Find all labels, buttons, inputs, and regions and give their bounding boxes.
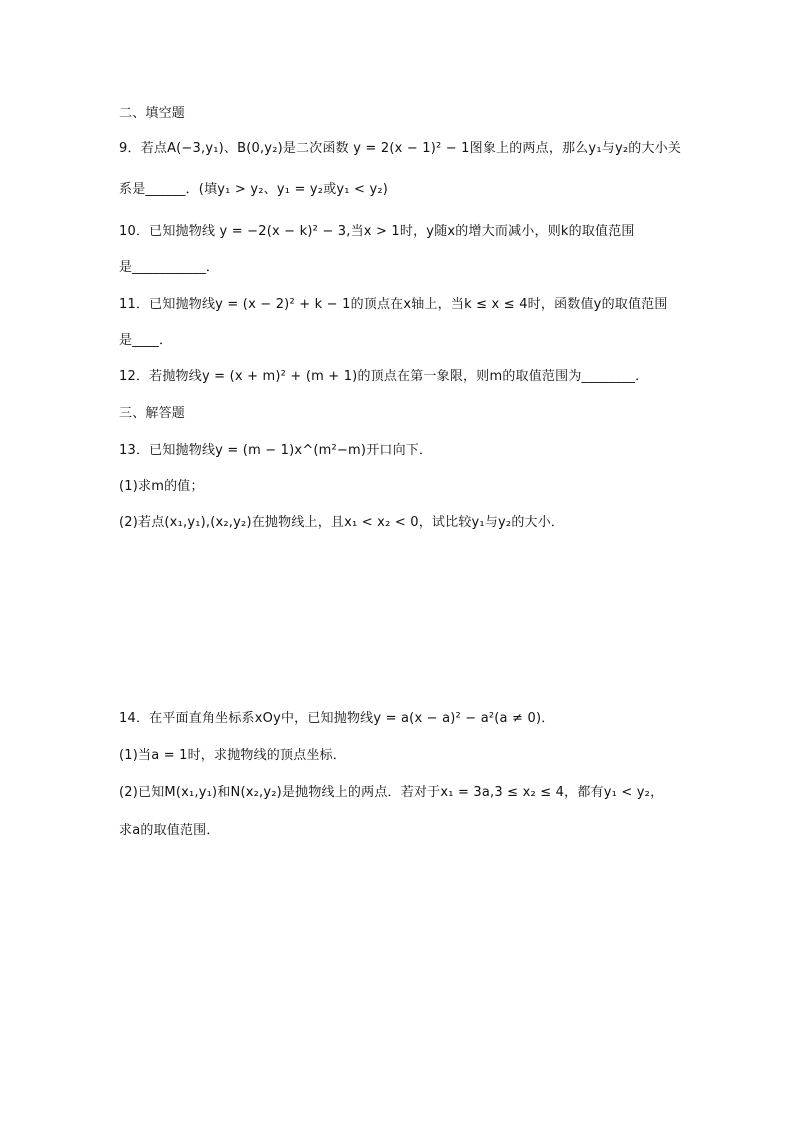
problem-14-part-1: (1)当a = 1时，求抛物线的顶点坐标． bbox=[119, 748, 347, 763]
problem-13-line-1: 13．已知抛物线y = (m − 1)x^(m²−m)开口向下． bbox=[119, 443, 433, 458]
problem-9-line-2: 系是______．(填y₁ > y₂、y₁ = y₂或y₁ < y₂) bbox=[119, 182, 389, 197]
problem-11-line-1: 11．已知抛物线y = (x − 2)² + k − 1的顶点在x轴上，当k ≤ x ≤ 4时，函数值y的取值范围 bbox=[119, 297, 668, 312]
problem-11-line-2: 是____． bbox=[119, 333, 173, 348]
problem-14-part-2: (2)已知M(x₁,y₁)和N(x₂,y₂)是抛物线上的两点．若对于x₁ = 3a,3 ≤ x₂ ≤ 4，都有y₁ < y₂， bbox=[119, 785, 664, 800]
problem-13-part-1: (1)求m的值； bbox=[119, 479, 204, 494]
problem-13-part-2: (2)若点(x₁,y₁),(x₂,y₂)在抛物线上，且x₁ < x₂ < 0，试比较y₁与y₂的大小． bbox=[119, 515, 565, 530]
problem-10-line-2: 是___________． bbox=[119, 260, 220, 275]
problem-14-line-1: 14．在平面直角坐标系xOy中，已知抛物线y = a(x − a)² − a²(a ≠ 0)． bbox=[119, 711, 555, 726]
section-heading-solve: 三、解答题 bbox=[119, 406, 186, 421]
problem-14-part-2-continued: 求a的取值范围． bbox=[119, 823, 220, 838]
section-heading-fill-blank: 二、填空题 bbox=[119, 106, 186, 121]
problem-12-line-1: 12．若抛物线y = (x + m)² + (m + 1)的顶点在第一象限，则m的取值范围为________． bbox=[119, 369, 649, 384]
problem-10-line-1: 10．已知抛物线 y = −2(x − k)² − 3,当x > 1时，y随x的增大而减小，则k的取值范围 bbox=[119, 224, 635, 239]
problem-9-line-1: 9．若点A(−3,y₁)、B(0,y₂)是二次函数 y = 2(x − 1)² − 1图象上的两点，那么y₁与y₂的大小关 bbox=[119, 141, 682, 156]
